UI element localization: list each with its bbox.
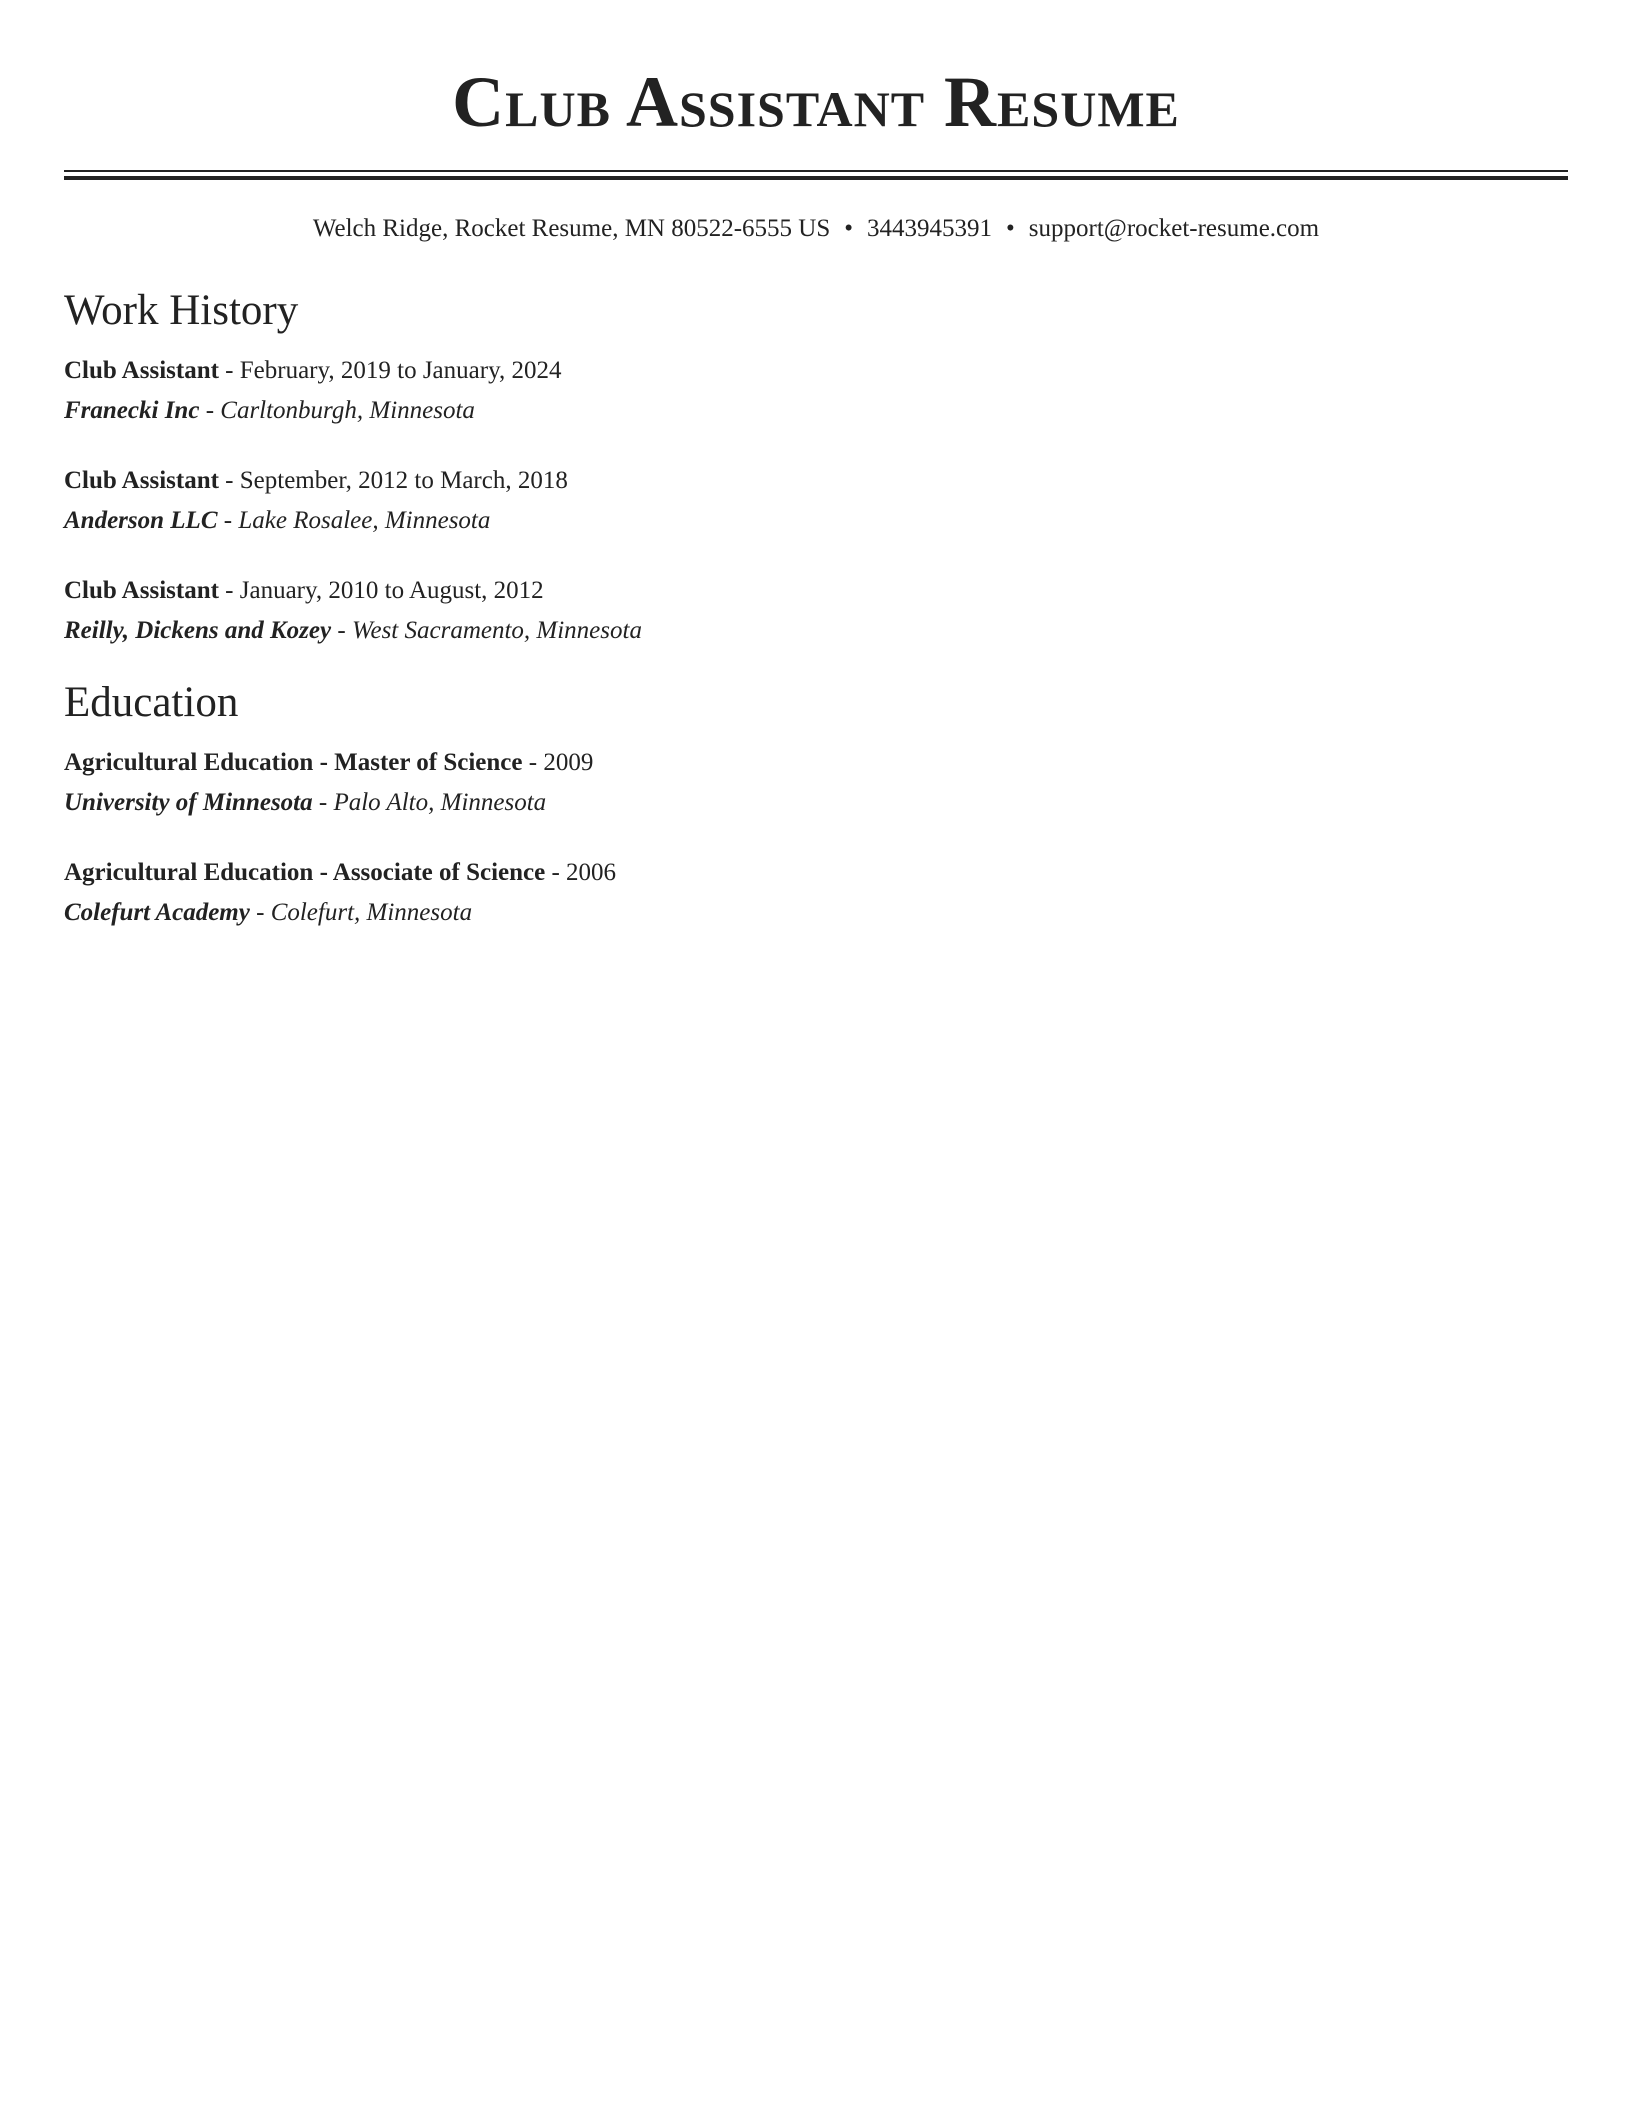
work-entry-header: Club Assistant - January, 2010 to August, 2012 [64,577,544,604]
work-entry [64,571,1568,651]
education-entry-header: Agricultural Education - Master of Science - 2009 [64,749,594,776]
work-entry [64,351,1568,431]
work-entry-subheader: Reilly, Dickens and Kozey - West Sacramento, Minnesota [64,617,642,644]
work-history-heading: Work History [64,287,299,334]
education-heading: Education [64,679,239,726]
degree-name: Agricultural Education - Master of Science [64,749,523,776]
job-dates: February, 2019 to January, 2024 [239,357,562,384]
school-name: Colefurt Academy [64,899,250,926]
education-entry-subheader: University of Minnesota - Palo Alto, Minnesota [64,789,547,816]
school-name: University of Minnesota [64,789,313,816]
company-location: Lake Rosalee, Minnesota [238,507,491,534]
degree-name: Agricultural Education - Associate of Science [64,859,546,886]
education-entry-header: Agricultural Education - Associate of Science - 2006 [64,859,617,886]
company-name: Franecki Inc [64,397,200,424]
school-location: Colefurt, Minnesota [270,899,473,926]
job-position: Club Assistant [64,577,219,604]
company-location: Carltonburgh, Minnesota [220,397,475,424]
education-entry [64,743,1568,823]
contact-separator: • [844,215,854,242]
work-entry-subheader: Franecki Inc - Carltonburgh, Minnesota [64,397,475,424]
job-dates: September, 2012 to March, 2018 [239,467,568,494]
education-entry [64,853,1568,933]
contact-line [64,213,1568,245]
contact-phone: 3443945391 [867,215,993,242]
title-divider [64,170,1568,180]
education-list [64,743,1568,933]
company-location: West Sacramento, Minnesota [351,617,642,644]
education-entry-subheader: Colefurt Academy - Colefurt, Minnesota [64,899,473,926]
degree-year: 2009 [543,749,594,776]
job-position: Club Assistant [64,357,219,384]
company-name: Anderson LLC [64,507,218,534]
work-entry-header: Club Assistant - February, 2019 to January, 2024 [64,357,562,384]
work-history-list [64,351,1568,651]
work-entry [64,461,1568,541]
company-name: Reilly, Dickens and Kozey [64,617,332,644]
contact-email[interactable]: support@rocket-resume.com [1028,215,1320,242]
degree-year: 2006 [566,859,617,886]
work-entry-subheader: Anderson LLC - Lake Rosalee, Minnesota [64,507,491,534]
contact-address: Welch Ridge, Rocket Resume, MN 80522-6555 US [312,215,831,242]
work-entry-header: Club Assistant - September, 2012 to March, 2018 [64,467,568,494]
resume-title: Club Assistant Resume [452,62,1180,142]
contact-separator: • [1006,215,1015,242]
school-location: Palo Alto, Minnesota [333,789,547,816]
job-dates: January, 2010 to August, 2012 [239,577,544,604]
job-position: Club Assistant [64,467,219,494]
